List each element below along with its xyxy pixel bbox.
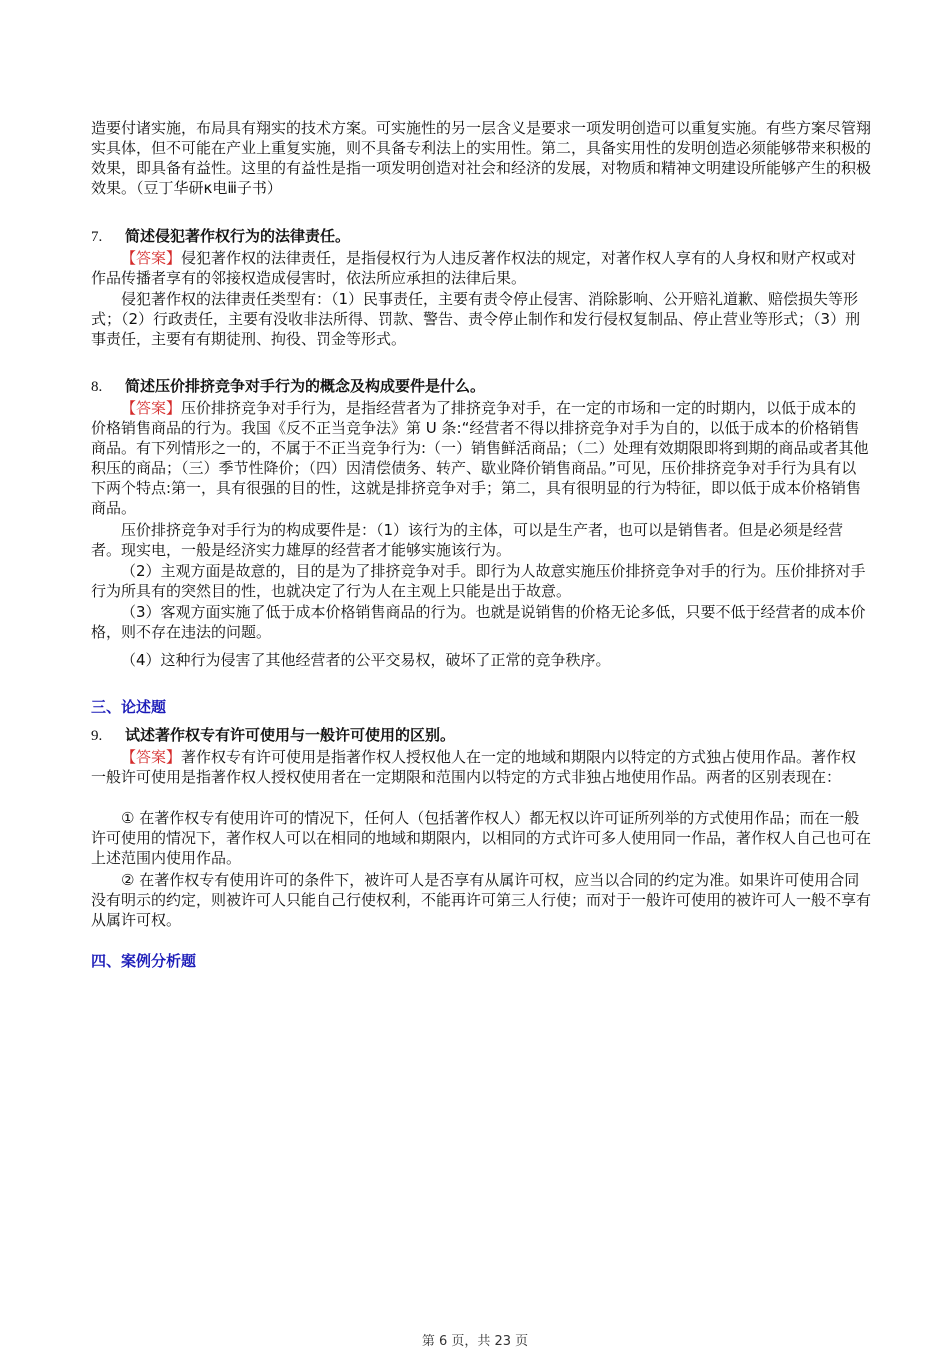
question-title: 简述侵犯著作权行为的法律责任。 [125, 227, 351, 245]
q9-answer-p2: ① 在著作权专有使用许可的情况下，任何人（包括著作权人）都无权以许可证所列举的方式使用作品；而在一般许可使用的情况下，著作权人可以在相同的地域和期限内，以相同的方式许可多人使用同一作品，著作权人自己也可在上述范围内使用作品。 [91, 809, 872, 867]
question-title: 简述压价排挤竞争对手行为的概念及构成要件是什么。 [125, 377, 486, 395]
question-number: 8. [91, 379, 103, 395]
q8-answer-text: 压价排挤竞争对手行为，是指经营者为了排挤竞争对手，在一定的市场和一定的时期内，以低于成本的价格销售商品的行为。我国《反不正当竞争法》第 U 条:“经营者不得以排挤竞争对手为自的，以低于成本的价格销售商品。有下列情形之一的，不属于不正当竞争行为:（一）销售鲜活商品；（二）处理有效期限即将到期的商品或者其他积压的商品；（三）季节性降价；（四）因清偿债务、转产、歇业降价销售商品。”可见，压价排挤竞争对手行为具有以下两个特点:第一，具有很强的目的性，这就是排挤竞争对手；第二，具有很明显的行为特征，即以低于成本价格销售商品。 [91, 399, 869, 517]
answer-tag: 【答案】 [121, 748, 182, 766]
question-number: 7. [91, 229, 103, 245]
q8-answer-p5: （4）这种行为侵害了其他经营者的公平交易权，破坏了正常的竞争秩序。 [121, 651, 611, 669]
q7-answer-text: 侵犯著作权的法律责任，是指侵权行为人违反著作权法的规定，对著作权人享有的人身权和财产权或对作品传播者享有的邻接权造成侵害时，依法所应承担的法律后果。 [91, 249, 857, 287]
question-8-heading [91, 376, 871, 397]
q9-answer-text: 著作权专有许可使用是指著作权人授权他人在一定的地域和期限内以特定的方式独占使用作品。著作权一般许可使用是指著作权人授权使用者在一定期限和范围内以特定的方式非独占地使用作品。两者的区别表现在： [91, 748, 857, 786]
question-7-heading [91, 226, 871, 247]
answer-tag: 【答案】 [121, 249, 182, 267]
section-4-title: 四、案例分析题 [91, 952, 197, 970]
q9-answer-p1 [91, 747, 871, 787]
q9-answer-p3: ② 在著作权专有使用许可的条件下，被许可人是否享有从属许可权，应当以合同的约定为准。如果许可使用合同没有明示的约定，则被许可人只能自己行使权利，不能再许可第三人行使；而对于一般许可使用的被许可人一般不享有从属许可权。 [91, 871, 872, 929]
q8-answer-p3: （2）主观方面是故意的，目的是为了排挤竞争对手。即行为人故意实施压价排挤竞争对手的行为。压价排挤对手行为所具有的突然目的性，也就决定了行为人在主观上只能是出于故意。 [91, 562, 866, 600]
question-number: 9. [91, 728, 103, 744]
answer-tag: 【答案】 [121, 399, 182, 417]
question-9-heading [91, 725, 871, 746]
question-title: 试述著作权专有许可使用与一般许可使用的区别。 [125, 726, 456, 744]
page-footer: 第 6 页，共 23 页 [421, 1334, 529, 1349]
q7-answer-p2: 侵犯著作权的法律责任类型有：（1）民事责任，主要有责令停止侵害、消除影响、公开赔礼道歉、赔偿损失等形式；（2）行政责任，主要有没收非法所得、罚款、警告、责令停止制作和发行侵权复制品、停止营业等形式；（3）刑事责任，主要有有期徒刑、拘役、罚金等形式。 [91, 290, 861, 348]
intro-paragraph: 造要付诸实施，布局具有翔实的技术方案。可实施性的另一层含义是要求一项发明创造可以重复实施。有些方案尽管翔实具体，但不可能在产业上重复实施，则不具备专利法上的实用性。第二，具备实用性的发明创造必须能够带来积极的效果，即具备有益性。这里的有益性是指一项发明创造对社会和经济的发展，对物质和精神文明建设所能够产生的积极效果。（豆丁华研κ电ⅲ子书） [91, 119, 872, 197]
section-3-title: 三、论述题 [91, 698, 167, 716]
q8-answer-p4: （3）客观方面实施了低于成本价格销售商品的行为。也就是说销售的价格无论多低，只要不低于经营者的成本价格，则不存在违法的问题。 [91, 603, 866, 641]
q7-answer-p1 [91, 248, 871, 288]
q8-answer-p1 [91, 398, 871, 518]
q8-answer-p2: 压价排挤竞争对手行为的构成要件是：（1）该行为的主体，可以是生产者，也可以是销售者。但是必须是经营者。现实电，一般是经济实力雄厚的经营者才能够实施该行为。 [91, 521, 844, 559]
